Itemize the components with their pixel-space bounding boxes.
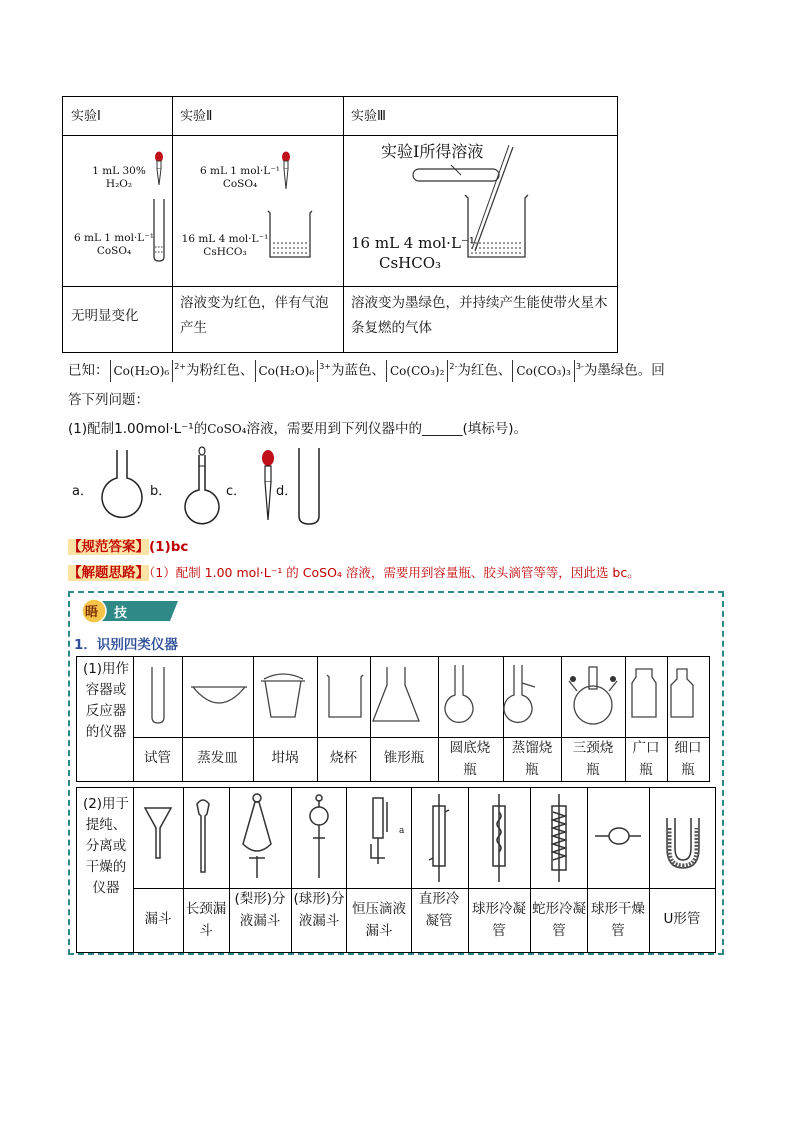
item-beaker: 烧杯 bbox=[330, 750, 357, 766]
item-pear-separatory-funnel: (梨形)分液漏斗 bbox=[234, 891, 286, 929]
item-long-neck-funnel: 长颈漏斗 bbox=[185, 901, 227, 939]
item-test-tube: 试管 bbox=[144, 750, 171, 766]
container-instruments-table bbox=[76, 656, 710, 782]
item-three-neck-flask: 三颈烧瓶 bbox=[572, 740, 614, 778]
option-c-label: c． bbox=[226, 484, 247, 499]
item-wide-mouth-bottle: 广口瓶 bbox=[632, 740, 660, 778]
item-u-tube: U形管 bbox=[663, 911, 701, 927]
header-exp1: 实验Ⅰ bbox=[71, 109, 101, 124]
item-round-flask: 圆底烧瓶 bbox=[449, 740, 491, 778]
exp3-reagent-bottom: 16 mL 4 mol·L⁻¹ CsHCO₃ bbox=[351, 234, 475, 272]
exp2-reagent-bottom: 16 mL 4 mol·L⁻¹ CsHCO₃ bbox=[181, 233, 269, 258]
item-funnel: 漏斗 bbox=[144, 911, 172, 927]
exp1-reagent-bottom: 6 mL 1 mol·L⁻¹ CoSO₄ bbox=[73, 232, 154, 257]
item-ball-drying-tube: 球形干燥管 bbox=[591, 901, 645, 939]
exp1-apparatus bbox=[145, 149, 175, 267]
ion-2: Co(H₂O)₆ bbox=[255, 360, 319, 382]
exp1-reagent-top: 1 mL 30% H₂O₂ bbox=[92, 165, 146, 190]
exp3-result: 溶液变为墨绿色，并持续产生能使带火星木条复燃的气体 bbox=[351, 295, 608, 336]
option-b-label: b． bbox=[150, 484, 172, 499]
exp2-reagent-top: 6 mL 1 mol·L⁻¹ CoSO₄ bbox=[199, 165, 280, 190]
option-d-test-tube bbox=[296, 446, 322, 528]
header-exp3: 实验Ⅲ bbox=[351, 109, 386, 124]
item-straight-condenser: 直形冷凝管 bbox=[418, 891, 460, 929]
answer-line: 【规范答案】(1)bc bbox=[68, 539, 189, 555]
row2-label: (2)用于提纯、分离或干燥的仪器 bbox=[82, 796, 130, 896]
skill-badge-char: 晤 bbox=[85, 605, 99, 620]
exp2-apparatus bbox=[265, 149, 315, 269]
exp3-apparatus bbox=[403, 137, 533, 267]
ion-4: Co(CO₃)₃ bbox=[512, 360, 574, 382]
separation-instruments-table bbox=[76, 787, 716, 953]
item-coil-condenser: 蛇形冷凝管 bbox=[532, 901, 586, 939]
exp3-reagent-top: 实验Ⅰ所得溶液 bbox=[381, 142, 484, 161]
exp1-result: 无明显变化 bbox=[71, 308, 139, 324]
row1-label: (1)用作容器或反应器的仪器 bbox=[82, 661, 130, 740]
known-line-2: 答下列问题： bbox=[68, 392, 149, 408]
known-line-1: 已知： Co(H₂O)₆ $^{2+}$为粉红色、 Co(H₂O)₆ $^{3+}$为蓝色、 Co(CO₃)₂ $^{2-}$为红色、 Co(CO₃)₃ $^{3-}$为墨绿色。回 bbox=[68, 356, 665, 382]
item-distilling-flask: 蒸馏烧瓶 bbox=[511, 740, 553, 778]
experiment-table bbox=[62, 96, 618, 353]
item-crucible: 坩埚 bbox=[271, 750, 299, 766]
question-1: (1)配制1.00mol·L⁻¹的CoSO₄溶液，需要用到下列仪器中的______(填标号)。 bbox=[68, 421, 528, 437]
skill-title: 1．识别四类仪器 bbox=[74, 637, 178, 653]
ion-1: Co(H₂O)₆ bbox=[110, 360, 174, 382]
item-pressure-dropping-funnel: 恒压滴液漏斗 bbox=[352, 901, 406, 939]
item-evaporating-dish: 蒸发皿 bbox=[197, 750, 238, 766]
header-exp2: 实验Ⅱ bbox=[180, 109, 213, 124]
option-d-label: d． bbox=[276, 484, 298, 499]
item-conical-flask: 锥形瓶 bbox=[383, 750, 425, 766]
item-ball-separatory-funnel: (球形)分液漏斗 bbox=[293, 891, 345, 929]
item-narrow-mouth-bottle: 细口瓶 bbox=[674, 740, 702, 778]
option-b-volumetric-flask bbox=[180, 444, 224, 526]
ion-3: Co(CO₃)₂ bbox=[386, 360, 448, 382]
row1-drawings bbox=[133, 657, 709, 737]
item-ball-condenser: 球形冷凝管 bbox=[472, 901, 526, 939]
skill-badge-label: 技能 bbox=[114, 606, 128, 640]
option-a-label: a． bbox=[72, 484, 93, 499]
side-arm-letter: a bbox=[399, 826, 405, 836]
row2-drawings bbox=[133, 788, 715, 888]
reason-line: 【解题思路】（1）配制 1.00 mol·L⁻¹ 的 CoSO₄ 溶液，需要用到容量瓶、胶头滴管等等，因此选 bc。 bbox=[68, 565, 640, 581]
option-a-round-flask bbox=[98, 448, 146, 524]
exp2-result: 溶液变为红色，伴有气泡产生 bbox=[180, 295, 329, 336]
